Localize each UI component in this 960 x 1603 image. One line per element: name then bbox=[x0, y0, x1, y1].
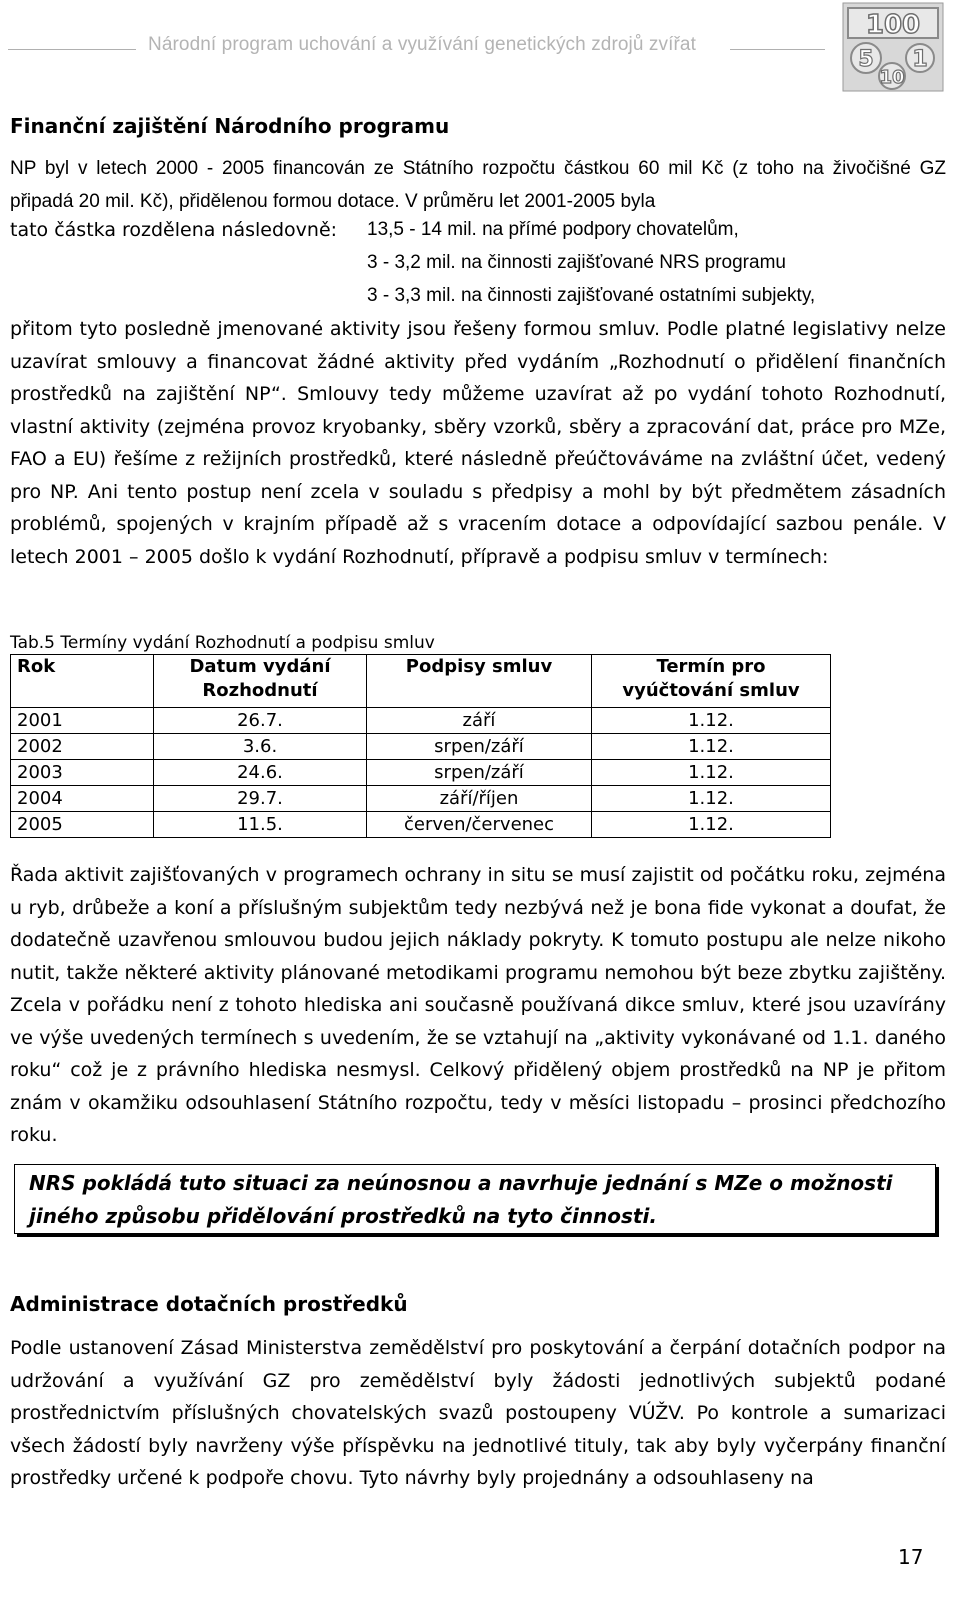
table-row bbox=[11, 812, 831, 838]
cell-year: 2003 bbox=[11, 760, 154, 786]
cell-decision-date: 11.5. bbox=[154, 812, 367, 838]
program-logo bbox=[842, 2, 944, 92]
table-row bbox=[11, 760, 831, 786]
paragraph-in-situ-activities: Řada aktivit zajišťovaných v programech ochrany in situ se musí zajistit od počátku roku, zejména u ryb, drůbeže a koní a příslušným subjektům tedy nezbývá než je bona fide vykonat a doufat, že dodatečně uzavřenou smlouvou budou jejich náklady pokryty. K tomuto postupu ale nelze nikoho nutit, takže některé aktivity plánované metodikami programu nemohou být beze zbytku zajištěny. Zcela v pořádku není z tohoto hlediska ani současně používaná dikce smluv, které jsou uzavírány ve výše uvedených termínech s uvedením, že se vztahují na „aktivity vykonávané od 1.1. daného roku“ což je z právního hlediska nesmysl. Celkový přidělený objem prostředků na NP je přitom znám v okamžiku odsouhlasení Státního rozpočtu, tedy v měsíci listopadu – prosinci předchozího roku. bbox=[10, 864, 946, 1146]
column-header-contract-signing: Podpisy smluv bbox=[367, 655, 592, 708]
table-header-row bbox=[11, 655, 831, 708]
allocation-item: 13,5 - 14 mil. na přímé podpory chovatelům, bbox=[367, 219, 739, 240]
header-title: Národní program uchování a využívání genetických zdrojů zvířat bbox=[148, 34, 696, 55]
cell-contract-signing: červen/červenec bbox=[367, 812, 592, 838]
table-row bbox=[11, 708, 831, 734]
table-caption: Tab.5 Termíny vydání Rozhodnutí a podpisu smluv bbox=[10, 633, 435, 653]
cell-year: 2005 bbox=[11, 812, 154, 838]
allocation-item: 3 - 3,3 mil. na činnosti zajišťované ostatními subjekty, bbox=[367, 285, 816, 306]
cell-decision-date: 24.6. bbox=[154, 760, 367, 786]
logo-number-1: 1 bbox=[912, 47, 928, 72]
header-rule-left bbox=[8, 49, 136, 50]
logo-number-10: 10 bbox=[879, 67, 905, 88]
nrs-proposal-note: NRS pokládá tuto situaci za neúnosnou a navrhuje jednání s MZe o možnosti jiného způsobu přidělování prostředků na tyto činnosti. bbox=[14, 1164, 936, 1234]
column-header-decision-date: Datum vydání Rozhodnutí bbox=[154, 655, 367, 708]
section-heading-administration: Administrace dotačních prostředků bbox=[10, 1292, 408, 1316]
cell-year: 2002 bbox=[11, 734, 154, 760]
cell-decision-date: 3.6. bbox=[154, 734, 367, 760]
cell-decision-date: 26.7. bbox=[154, 708, 367, 734]
page-header bbox=[0, 0, 960, 100]
paragraph-administration: Podle ustanovení Zásad Ministerstva zemědělství pro poskytování a čerpání dotačních podpor na udržování a využívání GZ pro zemědělství byly žádosti jednotlivých subjektů podané prostřednictvím příslušných chovatelských svazů postoupeny VÚŽV. Po kontrole a sumarizaci všech žádostí byly navrženy výše příspěvku na jednotlivé tituly, tak aby byly vyčerpány finanční prostředky určené k podpoře chovu. Tyto návrhy byly projednány a odsouhlaseny na bbox=[10, 1337, 946, 1489]
cell-year: 2004 bbox=[11, 786, 154, 812]
column-header-year: Rok bbox=[11, 655, 154, 708]
cell-contract-signing: srpen/září bbox=[367, 760, 592, 786]
cell-decision-date: 29.7. bbox=[154, 786, 367, 812]
cell-year: 2001 bbox=[11, 708, 154, 734]
paragraph-financing-intro: NP byl v letech 2000 - 2005 financován ze Státního rozpočtu částkou 60 mil Kč (z toho na živočišné GZ připadá 20 mil. Kč), přidělenou formou dotace. V průměru let 2001-2005 byla bbox=[10, 158, 946, 212]
logo-number-100: 100 bbox=[865, 10, 921, 40]
header-rule-right bbox=[730, 49, 825, 50]
cell-settlement-deadline: 1.12. bbox=[592, 708, 831, 734]
cell-contract-signing: září bbox=[367, 708, 592, 734]
paragraph-contracts-legislation: přitom tyto posledně jmenované aktivity jsou řešeny formou smluv. Podle platné legislativy nelze uzavírat smlouvy a financovat žádné aktivity před vydáním „Rozhodnutí o přidělení finančních prostředků na zajištění NP“. Smlouvy tedy můžeme uzavírat až po vydání tohoto Rozhodnutí, vlastní aktivity (zejména provoz kryobanky, sběry vzorků, sběry a zpracování dat, práce pro MZe, FAO a EU) řešíme z režijních prostředků, které následně přeúčtováváme na zvláštní účet, vedený pro NP. Ani tento postup není zcela v souladu s předpisy a mohl by být předmětem zásadních problémů, spojených v krajním případě až s vracením dotace a odpovídající sazbou penále. V letech 2001 – 2005 došlo k vydání Rozhodnutí, přípravě a podpisu smluv v termínech: bbox=[10, 318, 946, 568]
table-row bbox=[11, 786, 831, 812]
cell-settlement-deadline: 1.12. bbox=[592, 734, 831, 760]
page-number: 17 bbox=[898, 1545, 924, 1569]
logo-number-5: 5 bbox=[858, 47, 874, 72]
table-row bbox=[11, 734, 831, 760]
cell-contract-signing: září/říjen bbox=[367, 786, 592, 812]
cell-settlement-deadline: 1.12. bbox=[592, 812, 831, 838]
allocation-lead-text: tato částka rozdělena následovně: bbox=[10, 219, 338, 241]
cell-settlement-deadline: 1.12. bbox=[592, 786, 831, 812]
section-heading-financing: Finanční zajištění Národního programu bbox=[10, 114, 450, 138]
cell-settlement-deadline: 1.12. bbox=[592, 760, 831, 786]
deadlines-table bbox=[10, 654, 831, 838]
allocation-item: 3 - 3,2 mil. na činnosti zajišťované NRS programu bbox=[367, 252, 786, 273]
cell-contract-signing: srpen/září bbox=[367, 734, 592, 760]
column-header-settlement-deadline: Termín pro vyúčtování smluv bbox=[592, 655, 831, 708]
